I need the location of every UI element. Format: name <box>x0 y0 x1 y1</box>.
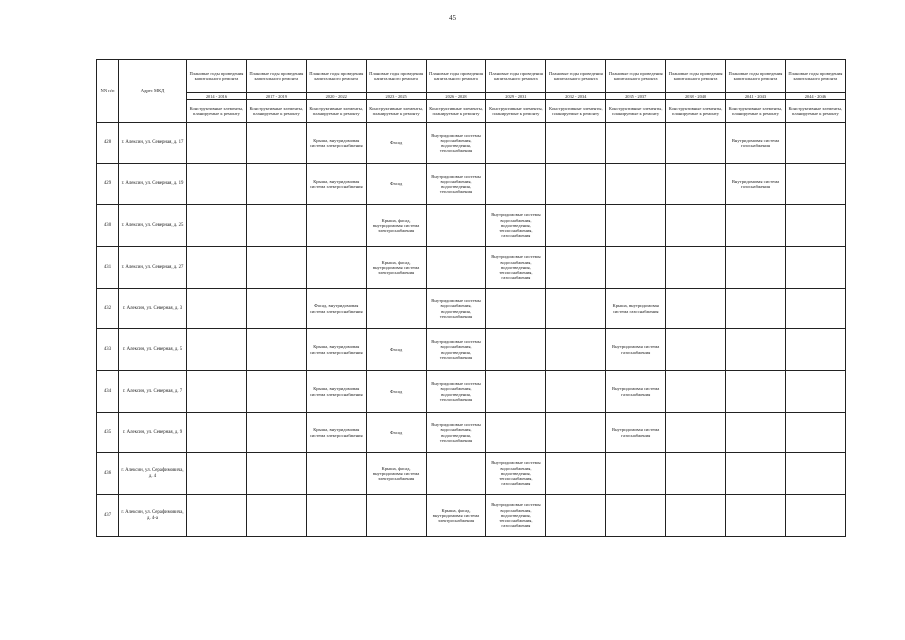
header-period: 2035 - 2037 <box>606 93 666 100</box>
row-cell-2026-2028: Внутридомовые системы водоснабжения, водоотведения, теплоснабжения <box>426 123 486 164</box>
row-cell-2017-2019 <box>246 289 306 329</box>
row-cell-2026-2028 <box>426 205 486 247</box>
row-cell-2014-2016 <box>187 247 247 289</box>
row-number: 431 <box>97 247 119 289</box>
row-cell-2014-2016 <box>187 123 247 164</box>
header-row-elements <box>97 100 846 123</box>
table-row <box>97 413 846 453</box>
row-cell-2017-2019 <box>246 164 306 205</box>
table-row <box>97 289 846 329</box>
row-cell-2017-2019 <box>246 371 306 413</box>
row-cell-2035-2037 <box>606 123 666 164</box>
repair-schedule-table <box>96 59 846 537</box>
row-cell-2035-2037: Внутридомовая система газоснабжения <box>606 371 666 413</box>
header-plan-label: Плановые годы проведения капитального ремонта <box>306 60 366 93</box>
row-cell-2044-2046 <box>785 123 845 164</box>
row-cell-2023-2025: Фасад <box>366 371 426 413</box>
row-cell-2041-2043 <box>726 413 786 453</box>
header-plan-label: Плановые годы проведения капитального ремонта <box>726 60 786 93</box>
row-cell-2038-2040 <box>666 205 726 247</box>
row-number: 432 <box>97 289 119 329</box>
row-cell-2020-2022: Крыша, внутридомовая система электроснабжения <box>306 371 366 413</box>
row-cell-2032-2034 <box>546 453 606 495</box>
row-cell-2023-2025: Фасад <box>366 123 426 164</box>
row-cell-2023-2025 <box>366 495 426 537</box>
table-row <box>97 123 846 164</box>
row-cell-2029-2031: Внутридомовые системы водоснабжения, водоотведения, теплоснабжения, газоснабжения <box>486 453 546 495</box>
header-period: 2023 - 2025 <box>366 93 426 100</box>
table-header <box>97 60 846 123</box>
row-address: г. Алексин, ул. Северная, д. 5 <box>119 329 187 371</box>
row-cell-2044-2046 <box>785 289 845 329</box>
row-cell-2029-2031: Внутридомовые системы водоснабжения, водоотведения, теплоснабжения, газоснабжения <box>486 205 546 247</box>
row-cell-2035-2037 <box>606 164 666 205</box>
row-cell-2032-2034 <box>546 164 606 205</box>
row-cell-2023-2025: Крыша, фасад, внутридомовая система электроснабжения <box>366 453 426 495</box>
row-address: г. Алексин, ул. Северная, д. 7 <box>119 371 187 413</box>
row-cell-2038-2040 <box>666 453 726 495</box>
row-number: 434 <box>97 371 119 413</box>
header-plan-label: Плановые годы проведения капитального ремонта <box>546 60 606 93</box>
row-cell-2032-2034 <box>546 123 606 164</box>
header-plan-label: Плановые годы проведения капитального ремонта <box>666 60 726 93</box>
row-cell-2035-2037: Крыша, внутридомовая система газоснабжения <box>606 289 666 329</box>
row-cell-2029-2031: Внутридомовые системы водоснабжения, водоотведения, теплоснабжения, газоснабжения <box>486 247 546 289</box>
row-number: 433 <box>97 329 119 371</box>
row-cell-2035-2037 <box>606 495 666 537</box>
row-cell-2023-2025: Фасад <box>366 329 426 371</box>
header-nn: NN п/п <box>97 60 119 123</box>
row-cell-2044-2046 <box>785 413 845 453</box>
table-row <box>97 329 846 371</box>
header-period: 2029 - 2031 <box>486 93 546 100</box>
row-cell-2038-2040 <box>666 289 726 329</box>
row-cell-2017-2019 <box>246 123 306 164</box>
row-number: 430 <box>97 205 119 247</box>
row-cell-2017-2019 <box>246 329 306 371</box>
row-cell-2020-2022 <box>306 453 366 495</box>
row-cell-2041-2043 <box>726 247 786 289</box>
table-row <box>97 164 846 205</box>
row-cell-2023-2025: Фасад <box>366 413 426 453</box>
row-cell-2035-2037: Внутридомовая система газоснабжения <box>606 413 666 453</box>
header-period: 2032 - 2034 <box>546 93 606 100</box>
row-cell-2017-2019 <box>246 247 306 289</box>
row-cell-2014-2016 <box>187 453 247 495</box>
row-cell-2038-2040 <box>666 123 726 164</box>
header-period: 2038 - 2040 <box>666 93 726 100</box>
row-cell-2038-2040 <box>666 164 726 205</box>
page-number: 45 <box>449 14 456 22</box>
row-cell-2026-2028: Внутридомовые системы водоснабжения, водоотведения, теплоснабжения <box>426 164 486 205</box>
header-element-label: Конструктивные элементы, планируемые к ремонту <box>785 100 845 123</box>
header-period: 2041 - 2043 <box>726 93 786 100</box>
row-cell-2014-2016 <box>187 329 247 371</box>
header-period: 2044 - 2046 <box>785 93 845 100</box>
row-cell-2014-2016 <box>187 289 247 329</box>
row-cell-2038-2040 <box>666 247 726 289</box>
row-address: г. Алексин, ул. Северная, д. 25 <box>119 205 187 247</box>
header-plan-label: Плановые годы проведения капитального ремонта <box>426 60 486 93</box>
table-row <box>97 495 846 537</box>
header-row-plan <box>97 60 846 93</box>
row-cell-2035-2037 <box>606 453 666 495</box>
row-cell-2023-2025: Крыша, фасад, внутридомовая система электроснабжения <box>366 205 426 247</box>
row-cell-2041-2043 <box>726 329 786 371</box>
row-cell-2020-2022 <box>306 495 366 537</box>
row-cell-2044-2046 <box>785 205 845 247</box>
row-cell-2032-2034 <box>546 289 606 329</box>
row-cell-2029-2031 <box>486 413 546 453</box>
row-cell-2044-2046 <box>785 164 845 205</box>
row-cell-2035-2037: Внутридомовая система газоснабжения <box>606 329 666 371</box>
row-cell-2044-2046 <box>785 329 845 371</box>
row-address: г. Алексин, ул. Северная, д. 27 <box>119 247 187 289</box>
row-cell-2029-2031: Внутридомовые системы водоснабжения, водоотведения, теплоснабжения, газоснабжения <box>486 495 546 537</box>
row-cell-2026-2028 <box>426 247 486 289</box>
row-cell-2038-2040 <box>666 329 726 371</box>
header-plan-label: Плановые годы проведения капитального ремонта <box>486 60 546 93</box>
row-cell-2032-2034 <box>546 329 606 371</box>
header-element-label: Конструктивные элементы, планируемые к ремонту <box>426 100 486 123</box>
header-plan-label: Плановые годы проведения капитального ремонта <box>366 60 426 93</box>
row-cell-2026-2028 <box>426 453 486 495</box>
header-plan-label: Плановые годы проведения капитального ремонта <box>606 60 666 93</box>
header-element-label: Конструктивные элементы, планируемые к ремонту <box>606 100 666 123</box>
row-cell-2014-2016 <box>187 371 247 413</box>
row-cell-2032-2034 <box>546 247 606 289</box>
row-cell-2020-2022: Фасад, внутридомовая система электроснабжения <box>306 289 366 329</box>
row-cell-2017-2019 <box>246 205 306 247</box>
row-cell-2032-2034 <box>546 371 606 413</box>
header-element-label: Конструктивные элементы, планируемые к ремонту <box>187 100 247 123</box>
row-cell-2041-2043 <box>726 205 786 247</box>
row-cell-2017-2019 <box>246 413 306 453</box>
row-cell-2020-2022: Крыша, внутридомовая система электроснабжения <box>306 413 366 453</box>
row-cell-2041-2043 <box>726 453 786 495</box>
header-element-label: Конструктивные элементы, планируемые к ремонту <box>546 100 606 123</box>
table-row <box>97 247 846 289</box>
row-cell-2014-2016 <box>187 164 247 205</box>
row-cell-2017-2019 <box>246 495 306 537</box>
row-cell-2026-2028: Внутридомовые системы водоснабжения, водоотведения, теплоснабжения <box>426 413 486 453</box>
row-cell-2014-2016 <box>187 205 247 247</box>
table-row <box>97 205 846 247</box>
row-address: г. Алексин, ул. Северная, д. 9 <box>119 413 187 453</box>
row-cell-2023-2025 <box>366 289 426 329</box>
row-cell-2026-2028: Внутридомовые системы водоснабжения, водоотведения, теплоснабжения <box>426 289 486 329</box>
table-row <box>97 453 846 495</box>
row-number: 435 <box>97 413 119 453</box>
row-cell-2035-2037 <box>606 247 666 289</box>
row-cell-2026-2028: Внутридомовые системы водоснабжения, водоотведения, теплоснабжения <box>426 329 486 371</box>
row-number: 428 <box>97 123 119 164</box>
row-cell-2038-2040 <box>666 495 726 537</box>
table-row <box>97 371 846 413</box>
row-cell-2020-2022: Крыша, внутридомовая система электроснабжения <box>306 164 366 205</box>
header-plan-label: Плановые годы проведения капитального ремонта <box>785 60 845 93</box>
row-cell-2029-2031 <box>486 371 546 413</box>
row-cell-2029-2031 <box>486 123 546 164</box>
header-element-label: Конструктивные элементы, планируемые к ремонту <box>246 100 306 123</box>
row-cell-2026-2028: Внутридомовые системы водоснабжения, водоотведения, теплоснабжения <box>426 371 486 413</box>
row-cell-2032-2034 <box>546 205 606 247</box>
row-address: г. Алексин, ул. Северная, д. 3 <box>119 289 187 329</box>
header-address: Адрес МКД <box>119 60 187 123</box>
header-element-label: Конструктивные элементы, планируемые к ремонту <box>366 100 426 123</box>
header-period: 2020 - 2022 <box>306 93 366 100</box>
row-cell-2032-2034 <box>546 495 606 537</box>
row-cell-2026-2028: Крыша, фасад, внутридомовая система электроснабжения <box>426 495 486 537</box>
row-cell-2044-2046 <box>785 453 845 495</box>
row-cell-2044-2046 <box>785 371 845 413</box>
header-element-label: Конструктивные элементы, планируемые к ремонту <box>726 100 786 123</box>
row-address: г. Алексин, ул. Северная, д. 19 <box>119 164 187 205</box>
row-cell-2020-2022 <box>306 247 366 289</box>
header-row-years <box>97 93 846 100</box>
row-number: 437 <box>97 495 119 537</box>
row-cell-2032-2034 <box>546 413 606 453</box>
header-element-label: Конструктивные элементы, планируемые к ремонту <box>666 100 726 123</box>
header-period: 2026 - 2028 <box>426 93 486 100</box>
row-cell-2035-2037 <box>606 205 666 247</box>
header-period: 2014 - 2016 <box>187 93 247 100</box>
row-cell-2041-2043 <box>726 371 786 413</box>
row-cell-2029-2031 <box>486 289 546 329</box>
header-plan-label: Плановые годы проведения капитального ремонта <box>246 60 306 93</box>
row-cell-2020-2022 <box>306 205 366 247</box>
row-number: 429 <box>97 164 119 205</box>
row-cell-2038-2040 <box>666 413 726 453</box>
row-cell-2044-2046 <box>785 247 845 289</box>
row-cell-2020-2022: Крыша, внутридомовая система электроснабжения <box>306 123 366 164</box>
row-cell-2014-2016 <box>187 413 247 453</box>
row-cell-2029-2031 <box>486 329 546 371</box>
row-cell-2041-2043: Внутридомовая система газоснабжения <box>726 123 786 164</box>
row-cell-2029-2031 <box>486 164 546 205</box>
header-element-label: Конструктивные элементы, планируемые к ремонту <box>486 100 546 123</box>
row-cell-2044-2046 <box>785 495 845 537</box>
row-cell-2023-2025: Крыша, фасад, внутридомовая система электроснабжения <box>366 247 426 289</box>
header-element-label: Конструктивные элементы, планируемые к ремонту <box>306 100 366 123</box>
row-cell-2017-2019 <box>246 453 306 495</box>
row-address: г. Алексин, ул. Серафимовича, д. 4-а <box>119 495 187 537</box>
row-cell-2020-2022: Крыша, внутридомовая система электроснабжения <box>306 329 366 371</box>
header-plan-label: Плановые годы проведения капитального ремонта <box>187 60 247 93</box>
row-number: 436 <box>97 453 119 495</box>
table-body <box>97 123 846 537</box>
row-address: г. Алексин, ул. Северная, д. 17 <box>119 123 187 164</box>
row-cell-2038-2040 <box>666 371 726 413</box>
row-cell-2041-2043: Внутридомовая система газоснабжения <box>726 164 786 205</box>
row-cell-2023-2025: Фасад <box>366 164 426 205</box>
row-address: г. Алексин, ул. Серафимовича, д. 4 <box>119 453 187 495</box>
header-period: 2017 - 2019 <box>246 93 306 100</box>
row-cell-2014-2016 <box>187 495 247 537</box>
row-cell-2041-2043 <box>726 289 786 329</box>
row-cell-2041-2043 <box>726 495 786 537</box>
